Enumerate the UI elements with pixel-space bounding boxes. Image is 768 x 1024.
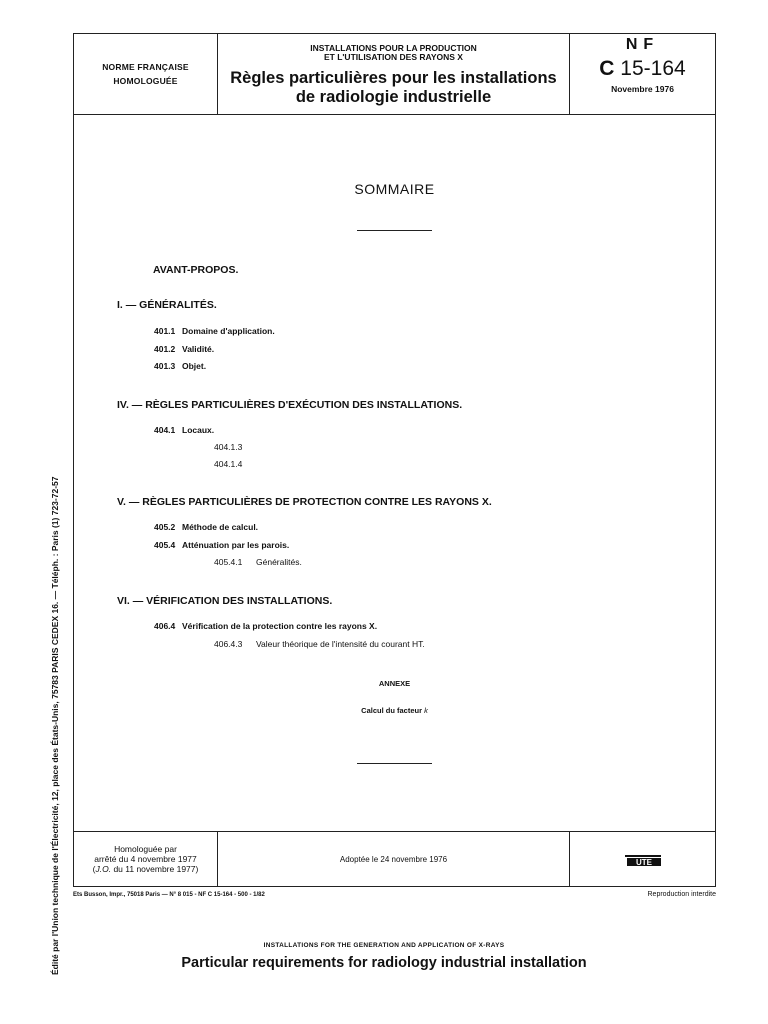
document-title-line-1: Règles particulières pour les installations bbox=[230, 69, 557, 87]
publisher-side-text: Édité par l'Union technique de l'Électricité, 12, place des États-Unis, 75783 PARIS CEDEX 16. — Téléph. : Paris (1) 723-72-57 bbox=[50, 476, 60, 975]
toc-item: 401.2 Validité. bbox=[154, 344, 215, 354]
foreword-entry: AVANT-PROPOS. bbox=[153, 264, 239, 276]
adoption-cell: Adoptée le 24 novembre 1976 bbox=[218, 832, 570, 886]
english-category: INSTALLATIONS FOR THE GENERATION AND APPLICATION OF X-RAYS bbox=[263, 942, 505, 949]
printer-note: Ets Busson, Impr., 75018 Paris — N° 8 015 - NF C 15-164 - 500 - 1/82 bbox=[73, 892, 265, 898]
logo-cell bbox=[570, 832, 715, 886]
annex-entry: Calcul du facteur k bbox=[361, 706, 428, 715]
homologation-cell bbox=[74, 832, 218, 886]
toc-item: 404.1 Locaux. bbox=[154, 425, 215, 435]
toc-item: 401.3 Objet. bbox=[154, 361, 207, 371]
toc-subitem: 404.1.4 bbox=[214, 459, 243, 469]
nf-mark: NF bbox=[625, 36, 660, 53]
ute-logo-icon bbox=[621, 850, 665, 868]
norm-label: NORME FRANÇAISE bbox=[102, 62, 189, 72]
homologation-line-1: Homologuée par bbox=[114, 844, 177, 854]
toc-subitem: 405.4.1 Généralités. bbox=[214, 557, 302, 567]
toc-subitem: 404.1.3 bbox=[214, 442, 243, 452]
section-1-title: I. — GÉNÉRALITÉS. bbox=[117, 299, 217, 311]
homologation-line-3: (J.O. du 11 novembre 1977) bbox=[92, 864, 199, 874]
toc-item: 405.2 Méthode de calcul. bbox=[154, 522, 259, 532]
standard-number bbox=[570, 56, 715, 82]
category-line-1: INSTALLATIONS POUR LA PRODUCTION bbox=[310, 43, 477, 53]
norm-status-cell bbox=[74, 34, 218, 114]
toc-subitem: 406.4.3 Valeur théorique de l'intensité du courant HT. bbox=[214, 639, 425, 649]
section-4-title: IV. — RÈGLES PARTICULIÈRES D'EXÉCUTION DES INSTALLATIONS. bbox=[117, 399, 463, 411]
header-row bbox=[74, 34, 715, 115]
toc-item: 405.4 Atténuation par les parois. bbox=[154, 540, 290, 550]
category-line-2: ET L'UTILISATION DES RAYONS X bbox=[324, 52, 463, 62]
divider-top bbox=[357, 230, 432, 231]
document-frame bbox=[73, 33, 716, 887]
divider-bottom bbox=[357, 763, 432, 764]
svg-text:UTE: UTE bbox=[635, 858, 652, 867]
contents-heading: SOMMAIRE bbox=[354, 181, 435, 197]
toc-item: 401.1 Domaine d'application. bbox=[154, 326, 275, 336]
standard-date: Novembre 1976 bbox=[611, 84, 674, 94]
standard-digits: 15-164 bbox=[614, 57, 686, 80]
english-title: Particular requirements for radiology industrial installation bbox=[181, 955, 587, 971]
document-title-line-2: de radiologie industrielle bbox=[295, 88, 492, 106]
toc-item: 406.4 Vérification de la protection contre les rayons X. bbox=[154, 621, 378, 631]
title-cell bbox=[218, 34, 570, 114]
reproduction-note: Reproduction interdite bbox=[647, 891, 716, 898]
standard-prefix: C bbox=[599, 57, 615, 80]
section-5-title: V. — RÈGLES PARTICULIÈRES DE PROTECTION CONTRE LES RAYONS X. bbox=[117, 496, 492, 508]
homologation-line-2: arrêté du 4 novembre 1977 bbox=[94, 854, 197, 864]
footer-row bbox=[74, 831, 715, 886]
homologation-label: HOMOLOGUÉE bbox=[113, 76, 178, 86]
annex-title: ANNEXE bbox=[378, 679, 411, 688]
section-6-title: VI. — VÉRIFICATION DES INSTALLATIONS. bbox=[117, 595, 333, 607]
standard-id-cell bbox=[570, 34, 715, 114]
